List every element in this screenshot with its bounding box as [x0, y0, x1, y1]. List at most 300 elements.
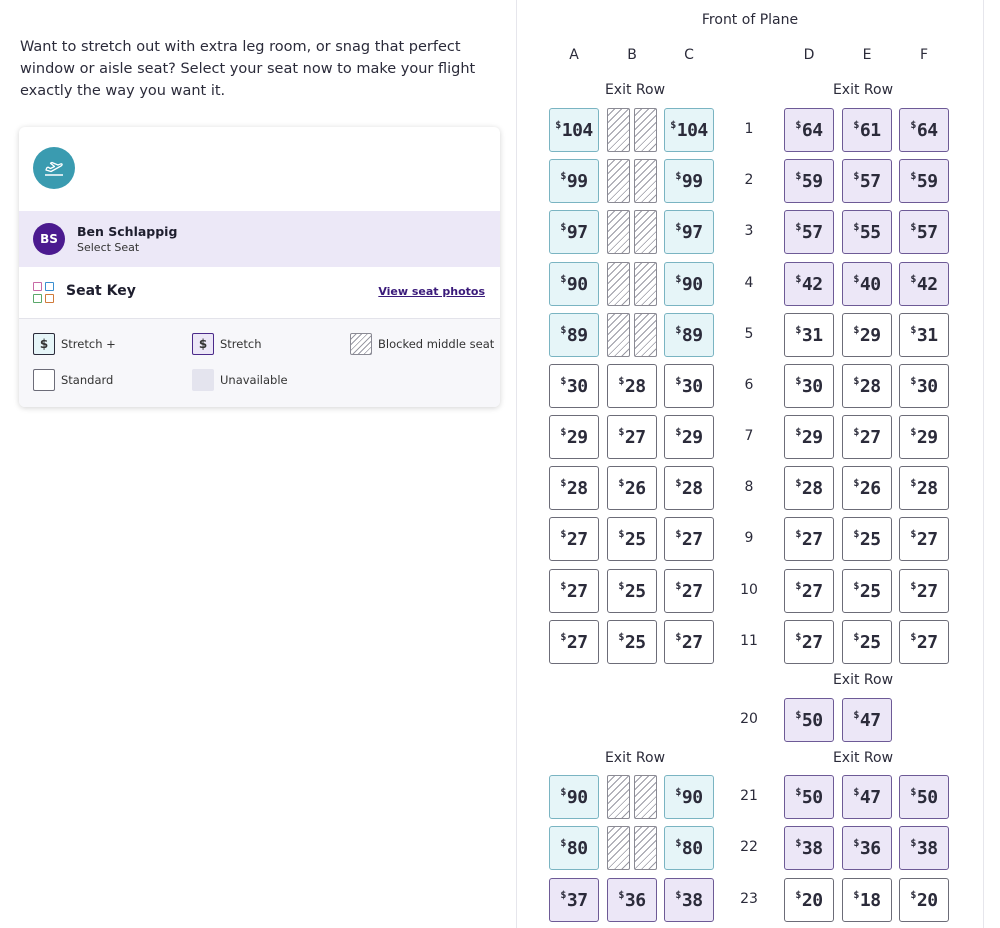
currency-symbol: $: [560, 838, 566, 849]
exit-row-label: Exit Row: [604, 82, 666, 98]
seat-22f[interactable]: [899, 826, 949, 870]
seat-price: 80: [681, 837, 703, 859]
seat-21c[interactable]: [664, 775, 714, 819]
blocked-middle-seat: [607, 262, 657, 306]
legend-swatch-blocked: [350, 333, 372, 355]
seat-key-icon: [33, 282, 55, 304]
seat-10f[interactable]: [899, 569, 949, 613]
currency-symbol: $: [853, 581, 859, 592]
currency-symbol: $: [675, 274, 681, 285]
seat-1e[interactable]: [842, 108, 892, 152]
seat-price: 29: [916, 426, 938, 448]
seat-2a[interactable]: [549, 159, 599, 203]
seat-22c[interactable]: [664, 826, 714, 870]
seat-price: 99: [681, 170, 703, 192]
seat-23f[interactable]: [899, 878, 949, 922]
seat-price: 89: [566, 324, 588, 346]
seat-price: 90: [566, 273, 588, 295]
row-number: 2: [744, 172, 754, 188]
currency-symbol: $: [670, 120, 676, 131]
currency-symbol: $: [910, 890, 916, 901]
seat-10e[interactable]: [842, 569, 892, 613]
currency-symbol: $: [675, 581, 681, 592]
currency-symbol: $: [675, 529, 681, 540]
seat-price: 18: [859, 889, 881, 911]
row-number: 21: [740, 788, 758, 804]
currency-symbol: $: [910, 376, 916, 387]
exit-row-label: Exit Row: [604, 750, 666, 766]
currency-symbol: $: [910, 171, 916, 182]
currency-symbol: $: [910, 838, 916, 849]
seat-price: 25: [624, 580, 646, 602]
currency-symbol: $: [560, 581, 566, 592]
blocked-seat-half: [607, 210, 630, 254]
intro-text: Want to stretch out with extra leg room, or snag that perfect window or aisle seat? Select your seat now to make your flight exactly the way you want it.: [20, 39, 476, 99]
currency-symbol: $: [910, 529, 916, 540]
seat-price: 64: [916, 119, 938, 141]
currency-symbol: $: [795, 222, 801, 233]
seat-1a[interactable]: [549, 108, 599, 152]
seat-11a[interactable]: [549, 620, 599, 664]
blocked-seat-half: [634, 313, 657, 357]
seat-11c[interactable]: [664, 620, 714, 664]
currency-symbol: $: [795, 427, 801, 438]
seat-price: 27: [859, 426, 881, 448]
legend-blocked: [350, 333, 494, 355]
blocked-seat-half: [607, 775, 630, 819]
seat-price: 57: [801, 221, 823, 243]
seat-price: 59: [801, 170, 823, 192]
avatar: BS: [33, 223, 65, 255]
seat-price: 27: [681, 580, 703, 602]
seat-21d[interactable]: [784, 775, 834, 819]
seat-3f[interactable]: [899, 210, 949, 254]
passenger-row[interactable]: [19, 211, 500, 267]
seat-4d[interactable]: [784, 262, 834, 306]
currency-symbol: $: [675, 632, 681, 643]
seat-price: 31: [916, 324, 938, 346]
currency-symbol: $: [795, 787, 801, 798]
currency-symbol: $: [675, 325, 681, 336]
currency-symbol: $: [618, 427, 624, 438]
legend-swatch-unavailable: [192, 369, 214, 391]
seat-price: 28: [859, 375, 881, 397]
seat-2d[interactable]: [784, 159, 834, 203]
seat-price: 27: [624, 426, 646, 448]
seat-6c[interactable]: [664, 364, 714, 408]
row-number: 10: [740, 582, 758, 598]
seat-price: 27: [566, 528, 588, 550]
seat-price: 25: [859, 631, 881, 653]
currency-symbol: $: [675, 171, 681, 182]
seat-7d[interactable]: [784, 415, 834, 459]
seat-22a[interactable]: [549, 826, 599, 870]
seat-price: 80: [566, 837, 588, 859]
currency-symbol: $: [910, 222, 916, 233]
seat-6b[interactable]: [607, 364, 657, 408]
blocked-seat-half: [634, 159, 657, 203]
row-number: 22: [740, 839, 758, 855]
currency-symbol: $: [618, 529, 624, 540]
blocked-seat-half: [607, 313, 630, 357]
currency-symbol: $: [560, 632, 566, 643]
seat-price: 29: [681, 426, 703, 448]
row-number: 8: [744, 479, 754, 495]
legend-label: Blocked middle seat: [378, 337, 495, 351]
currency-symbol: $: [618, 632, 624, 643]
seat-1f[interactable]: [899, 108, 949, 152]
seat-2c[interactable]: [664, 159, 714, 203]
currency-symbol: $: [618, 478, 624, 489]
seat-20e[interactable]: [842, 698, 892, 742]
seat-price: 59: [916, 170, 938, 192]
seat-price: 38: [681, 889, 703, 911]
seat-4a[interactable]: [549, 262, 599, 306]
currency-symbol: $: [560, 427, 566, 438]
seat-price: 27: [566, 580, 588, 602]
seat-price: 90: [566, 786, 588, 808]
seat-price: 25: [624, 528, 646, 550]
currency-symbol: $: [853, 376, 859, 387]
row-number: 1: [744, 121, 754, 137]
currency-symbol: $: [560, 171, 566, 182]
column-label-f: F: [919, 47, 929, 63]
seat-3a[interactable]: [549, 210, 599, 254]
currency-symbol: $: [795, 632, 801, 643]
column-label-b: B: [627, 47, 637, 63]
seat-10d[interactable]: [784, 569, 834, 613]
seat-price: 42: [801, 273, 823, 295]
seat-6f[interactable]: [899, 364, 949, 408]
seat-price: 31: [801, 324, 823, 346]
seat-price: 57: [859, 170, 881, 192]
passenger-card: [19, 127, 500, 407]
currency-symbol: $: [853, 838, 859, 849]
seat-7c[interactable]: [664, 415, 714, 459]
currency-symbol: $: [853, 529, 859, 540]
seat-2e[interactable]: [842, 159, 892, 203]
seat-price: 20: [916, 889, 938, 911]
currency-symbol: $: [618, 376, 624, 387]
seat-price: 90: [681, 786, 703, 808]
seat-price: 30: [801, 375, 823, 397]
currency-symbol: $: [795, 120, 801, 131]
seat-1d[interactable]: [784, 108, 834, 152]
currency-symbol: $: [910, 787, 916, 798]
seat-23e[interactable]: [842, 878, 892, 922]
blocked-seat-half: [634, 826, 657, 870]
seat-1c[interactable]: [664, 108, 714, 152]
seat-4f[interactable]: [899, 262, 949, 306]
seat-price: 37: [566, 889, 588, 911]
seat-price: 25: [859, 528, 881, 550]
seat-price: 38: [916, 837, 938, 859]
seat-6e[interactable]: [842, 364, 892, 408]
blocked-seat-half: [634, 210, 657, 254]
blocked-middle-seat: [607, 313, 657, 357]
legend-swatch-stretch: $: [192, 333, 214, 355]
blocked-seat-half: [607, 108, 630, 152]
seat-20d[interactable]: [784, 698, 834, 742]
seat-price: 104: [676, 119, 708, 141]
seat-price: 20: [801, 889, 823, 911]
legend-label: Unavailable: [220, 373, 288, 387]
blocked-seat-half: [634, 262, 657, 306]
seat-6d[interactable]: [784, 364, 834, 408]
currency-symbol: $: [795, 710, 801, 721]
passenger-status: Select Seat: [77, 241, 140, 254]
currency-symbol: $: [675, 838, 681, 849]
exit-row-label: Exit Row: [832, 672, 894, 688]
seat-2f[interactable]: [899, 159, 949, 203]
seat-9c[interactable]: [664, 517, 714, 561]
seat-7b[interactable]: [607, 415, 657, 459]
currency-symbol: $: [910, 120, 916, 131]
seat-8d[interactable]: [784, 466, 834, 510]
currency-symbol: $: [853, 120, 859, 131]
currency-symbol: $: [560, 376, 566, 387]
seat-22e[interactable]: [842, 826, 892, 870]
seat-10b[interactable]: [607, 569, 657, 613]
seat-price: 25: [624, 631, 646, 653]
currency-symbol: $: [555, 120, 561, 131]
seat-price: 27: [681, 528, 703, 550]
legend-label: Stretch +: [61, 337, 116, 351]
seat-11d[interactable]: [784, 620, 834, 664]
currency-symbol: $: [795, 838, 801, 849]
row-number: 9: [744, 530, 754, 546]
seat-6a[interactable]: [549, 364, 599, 408]
seat-price: 29: [859, 324, 881, 346]
blocked-seat-half: [634, 775, 657, 819]
seat-5e[interactable]: [842, 313, 892, 357]
currency-symbol: $: [910, 274, 916, 285]
seat-8c[interactable]: [664, 466, 714, 510]
seat-4c[interactable]: [664, 262, 714, 306]
seat-price: 104: [561, 119, 593, 141]
seat-4e[interactable]: [842, 262, 892, 306]
currency-symbol: $: [910, 478, 916, 489]
seat-price: 47: [859, 709, 881, 731]
seat-price: 27: [916, 528, 938, 550]
seat-23b[interactable]: [607, 878, 657, 922]
seat-7e[interactable]: [842, 415, 892, 459]
seat-11b[interactable]: [607, 620, 657, 664]
seat-price: 27: [916, 580, 938, 602]
seat-price: 90: [681, 273, 703, 295]
currency-symbol: $: [910, 581, 916, 592]
plane-departure-icon: [33, 147, 75, 189]
seat-8b[interactable]: [607, 466, 657, 510]
legend-standard: [33, 369, 113, 391]
seat-price: 27: [566, 631, 588, 653]
seat-8a[interactable]: [549, 466, 599, 510]
blocked-middle-seat: [607, 108, 657, 152]
seat-price: 26: [624, 477, 646, 499]
seat-price: 99: [566, 170, 588, 192]
legend-unavailable: [192, 369, 288, 391]
currency-symbol: $: [795, 171, 801, 182]
seat-price: 50: [801, 709, 823, 731]
currency-symbol: $: [853, 222, 859, 233]
exit-row-label: Exit Row: [832, 82, 894, 98]
column-label-d: D: [803, 47, 815, 63]
currency-symbol: $: [910, 632, 916, 643]
legend-stretch: [192, 333, 261, 355]
column-label-e: E: [862, 47, 872, 63]
seat-price: 27: [801, 631, 823, 653]
currency-symbol: $: [795, 478, 801, 489]
seat-9e[interactable]: [842, 517, 892, 561]
seat-price: 97: [566, 221, 588, 243]
blocked-seat-half: [607, 826, 630, 870]
seat-price: 29: [801, 426, 823, 448]
passenger-name: Ben Schlappig: [77, 224, 178, 239]
currency-symbol: $: [560, 222, 566, 233]
seat-key-header: [19, 267, 500, 319]
seat-price: 28: [801, 477, 823, 499]
seat-5f[interactable]: [899, 313, 949, 357]
currency-symbol: $: [560, 478, 566, 489]
row-number: 23: [740, 891, 758, 907]
seat-23a[interactable]: [549, 878, 599, 922]
currency-symbol: $: [618, 890, 624, 901]
seat-9d[interactable]: [784, 517, 834, 561]
seat-10a[interactable]: [549, 569, 599, 613]
currency-symbol: $: [853, 787, 859, 798]
column-label-a: A: [569, 47, 579, 63]
seat-3c[interactable]: [664, 210, 714, 254]
currency-symbol: $: [910, 427, 916, 438]
currency-symbol: $: [795, 325, 801, 336]
seat-21f[interactable]: [899, 775, 949, 819]
seat-price: 27: [801, 580, 823, 602]
seat-price: 38: [801, 837, 823, 859]
legend-stretch-plus: [33, 333, 116, 355]
seat-21e[interactable]: [842, 775, 892, 819]
seat-11f[interactable]: [899, 620, 949, 664]
seat-7a[interactable]: [549, 415, 599, 459]
seat-map: [516, 0, 984, 928]
currency-symbol: $: [853, 325, 859, 336]
row-number: 5: [744, 326, 754, 342]
seat-price: 30: [916, 375, 938, 397]
seat-price: 89: [681, 324, 703, 346]
seat-22d[interactable]: [784, 826, 834, 870]
currency-symbol: $: [795, 890, 801, 901]
column-label-c: C: [684, 47, 694, 63]
currency-symbol: $: [795, 581, 801, 592]
seat-legend: [19, 319, 500, 407]
currency-symbol: $: [675, 427, 681, 438]
seat-price: 28: [566, 477, 588, 499]
seat-price: 97: [681, 221, 703, 243]
currency-symbol: $: [560, 529, 566, 540]
blocked-seat-half: [634, 108, 657, 152]
seat-price: 36: [624, 889, 646, 911]
currency-symbol: $: [853, 171, 859, 182]
seat-price: 28: [624, 375, 646, 397]
currency-symbol: $: [795, 274, 801, 285]
seat-price: 55: [859, 221, 881, 243]
currency-symbol: $: [560, 274, 566, 285]
seat-price: 61: [859, 119, 881, 141]
currency-symbol: $: [675, 222, 681, 233]
currency-symbol: $: [853, 632, 859, 643]
seat-price: 50: [916, 786, 938, 808]
seat-price: 27: [681, 631, 703, 653]
row-number: 6: [744, 377, 754, 393]
blocked-middle-seat: [607, 775, 657, 819]
seat-9b[interactable]: [607, 517, 657, 561]
seat-price: 64: [801, 119, 823, 141]
seat-price: 27: [916, 631, 938, 653]
seat-price: 50: [801, 786, 823, 808]
seat-price: 47: [859, 786, 881, 808]
currency-symbol: $: [795, 529, 801, 540]
seat-price: 29: [566, 426, 588, 448]
seat-price: 28: [681, 477, 703, 499]
currency-symbol: $: [560, 787, 566, 798]
legend-swatch-standard: [33, 369, 55, 391]
seat-11e[interactable]: [842, 620, 892, 664]
row-number: 11: [740, 633, 758, 649]
seat-7f[interactable]: [899, 415, 949, 459]
seat-21a[interactable]: [549, 775, 599, 819]
seat-price: 30: [681, 375, 703, 397]
seat-23c[interactable]: [664, 878, 714, 922]
seat-price: 27: [801, 528, 823, 550]
blocked-seat-half: [607, 159, 630, 203]
row-number: 20: [740, 711, 758, 727]
currency-symbol: $: [618, 581, 624, 592]
front-of-plane-label: Front of Plane: [701, 12, 799, 28]
currency-symbol: $: [560, 890, 566, 901]
seat-9f[interactable]: [899, 517, 949, 561]
currency-symbol: $: [560, 325, 566, 336]
seat-price: 28: [916, 477, 938, 499]
view-seat-photos-link[interactable]: View seat photos: [378, 285, 485, 298]
seat-price: 26: [859, 477, 881, 499]
flight-header: [19, 127, 500, 211]
seat-5a[interactable]: [549, 313, 599, 357]
seat-price: 25: [859, 580, 881, 602]
blocked-middle-seat: [607, 826, 657, 870]
currency-symbol: $: [675, 787, 681, 798]
seat-8e[interactable]: [842, 466, 892, 510]
currency-symbol: $: [853, 274, 859, 285]
seat-price: 30: [566, 375, 588, 397]
legend-label: Standard: [61, 373, 114, 387]
currency-symbol: $: [675, 890, 681, 901]
seat-5d[interactable]: [784, 313, 834, 357]
seat-9a[interactable]: [549, 517, 599, 561]
currency-symbol: $: [853, 427, 859, 438]
seat-8f[interactable]: [899, 466, 949, 510]
seat-23d[interactable]: [784, 878, 834, 922]
currency-symbol: $: [675, 478, 681, 489]
legend-swatch-stretch-plus: $: [33, 333, 55, 355]
seat-3d[interactable]: [784, 210, 834, 254]
seat-price: 36: [859, 837, 881, 859]
currency-symbol: $: [853, 710, 859, 721]
seat-price: 40: [859, 273, 881, 295]
seat-5c[interactable]: [664, 313, 714, 357]
seat-10c[interactable]: [664, 569, 714, 613]
blocked-seat-half: [607, 262, 630, 306]
legend-label: Stretch: [220, 337, 262, 351]
seat-3e[interactable]: [842, 210, 892, 254]
